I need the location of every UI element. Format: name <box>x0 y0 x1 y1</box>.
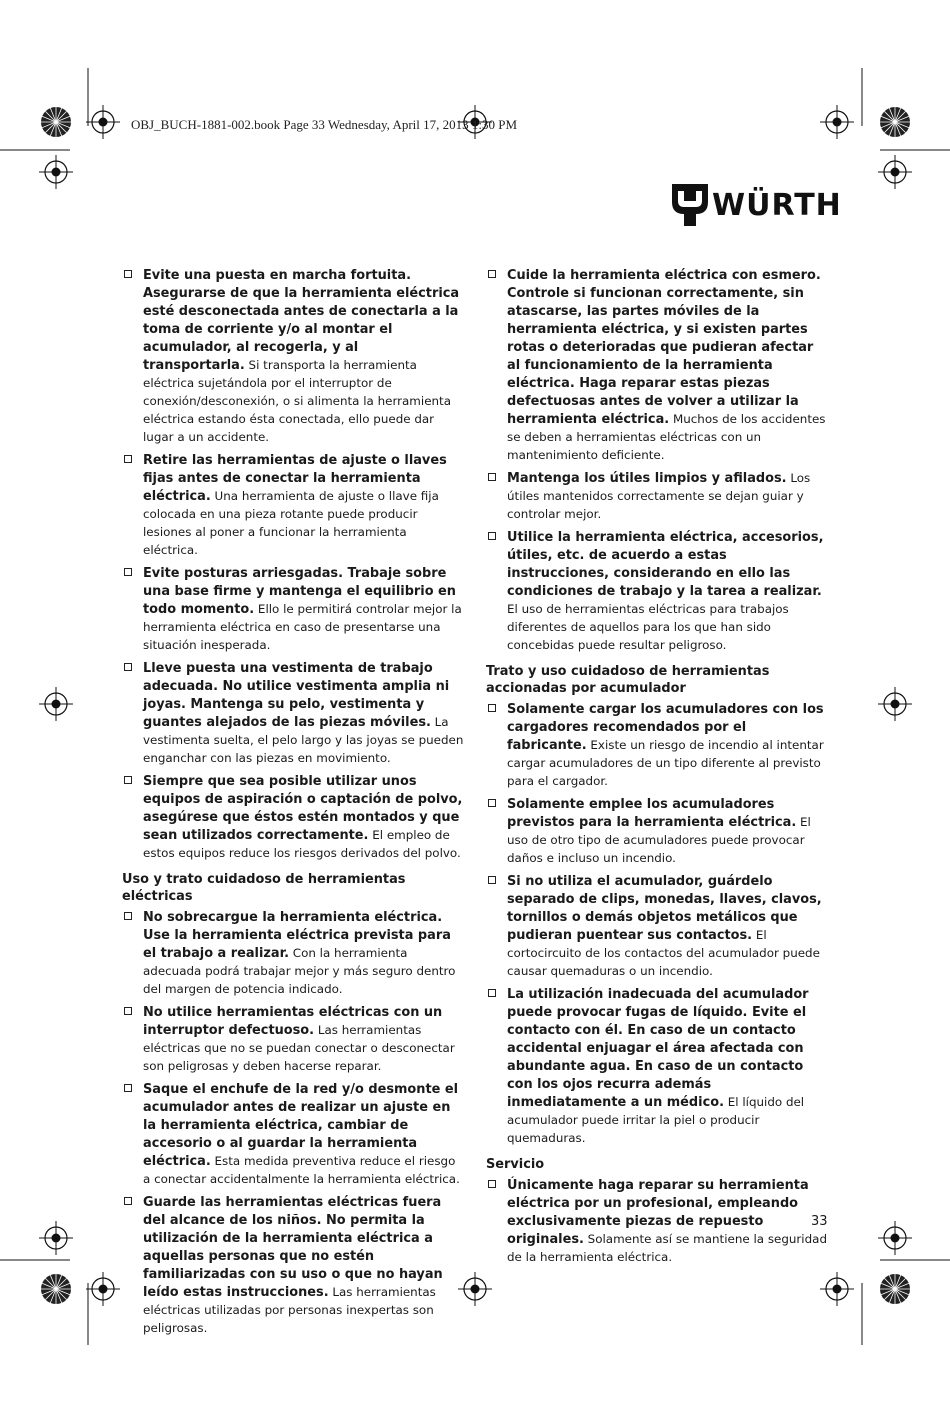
wurth-logo-icon <box>672 184 708 226</box>
list-item: Únicamente haga reparar su herramienta eléctrica por un profesional, empleando exclusivamente piezas de repuesto originales. Solamente así se mantiene la seguridad de la herramienta eléctrica. <box>486 1176 828 1266</box>
list-item: Guarde las herramientas eléctricas fuera del alcance de los niños. No permita la utilización de la herramienta eléctrica a aquellas personas que no estén familiarizadas con su uso o que no hayan leído estas instrucciones. Las herramientas eléctricas utilizadas por personas inexpertas son peligrosas. <box>122 1193 464 1337</box>
list-item: Evite una puesta en marcha fortuita. Asegurarse de que la herramienta eléctrica esté desconectada antes de conectarla a la toma de corriente y/o al montar el acumulador, al recogerla, y al transportarla. Si transporta la herramienta eléctrica sujetándola por el interruptor de conexión/desconexión, o si alimenta la herramienta eléctrica estando ésta conectada, ello puede dar lugar a un accidente. <box>122 266 464 446</box>
list-item: Saque el enchufe de la red y/o desmonte el acumulador antes de realizar un ajuste en la herramienta eléctrica, cambiar de accesorio o al guardar la herramienta eléctrica. Esta medida preventiva reduce el riesgo a conectar accidentalmente la herramienta eléctrica. <box>122 1080 464 1188</box>
brand-logo-text: WÜRTH <box>712 188 842 223</box>
list-item: Lleve puesta una vestimenta de trabajo adecuada. No utilice vestimenta amplia ni joyas. Mantenga su pelo, vestimenta y guantes alejados de las piezas móviles. La vestimenta suelta, el pelo largo y las joyas se pueden enganchar con las piezas en movimiento. <box>122 659 464 767</box>
right-column <box>486 266 828 1271</box>
checkbox-bullet-icon <box>124 912 132 920</box>
checkbox-bullet-icon <box>488 473 496 481</box>
checkbox-bullet-icon <box>488 1180 496 1188</box>
checkbox-bullet-icon <box>124 663 132 671</box>
checkbox-bullet-icon <box>124 568 132 576</box>
section-heading: Servicio <box>486 1157 545 1172</box>
checkbox-bullet-icon <box>488 799 496 807</box>
checkbox-bullet-icon <box>124 455 132 463</box>
checkbox-bullet-icon <box>488 704 496 712</box>
list-item: Si no utiliza el acumulador, guárdelo separado de clips, monedas, llaves, clavos, tornillos o demás objetos metálicos que pudieran puentear sus contactos. El cortocircuito de los contactos del acumulador puede causar quemaduras o un incendio. <box>486 872 828 980</box>
checkbox-bullet-icon <box>124 776 132 784</box>
page-number: 33 <box>811 1214 828 1229</box>
list-item: Mantenga los útiles limpios y afilados. Los útiles mantenidos correctamente se dejan guiar y controlar mejor. <box>486 469 828 523</box>
list-item: Utilice la herramienta eléctrica, accesorios, útiles, etc. de acuerdo a estas instrucciones, considerando en ello las condiciones de trabajo y la tarea a realizar. El uso de herramientas eléctricas para trabajos diferentes de aquellos para los que han sido concebidas puede resultar peligroso. <box>486 528 828 654</box>
left-column <box>122 266 464 1342</box>
checkbox-bullet-icon <box>124 1084 132 1092</box>
section-heading: Trato y uso cuidadoso de herramientas accionadas por acumulador <box>486 664 770 696</box>
checkbox-bullet-icon <box>488 876 496 884</box>
checkbox-bullet-icon <box>488 989 496 997</box>
list-item: No utilice herramientas eléctricas con un interruptor defectuoso. Las herramientas eléctricas que no se puedan conectar o desconectar son peligrosas y deben hacerse reparar. <box>122 1003 464 1075</box>
checkbox-bullet-icon <box>488 532 496 540</box>
section-heading: Uso y trato cuidadoso de herramientas eléctricas <box>122 872 406 904</box>
list-item: Siempre que sea posible utilizar unos equipos de aspiración o captación de polvo, asegúrese que éstos estén montados y que sean utilizados correctamente. El empleo de estos equipos reduce los riesgos derivados del polvo. <box>122 772 464 862</box>
checkbox-bullet-icon <box>124 270 132 278</box>
list-item: Retire las herramientas de ajuste o llaves fijas antes de conectar la herramienta eléctrica. Una herramienta de ajuste o llave fija colocada en una pieza rotante puede producir lesiones al poner a funcionar la herramienta eléctrica. <box>122 451 464 559</box>
list-item: Solamente cargar los acumuladores con los cargadores recomendados por el fabricante. Existe un riesgo de incendio al intentar cargar acumuladores de un tipo diferente al previsto para el cargador. <box>486 700 828 790</box>
checkbox-bullet-icon <box>124 1197 132 1205</box>
checkbox-bullet-icon <box>124 1007 132 1015</box>
list-item: La utilización inadecuada del acumulador puede provocar fugas de líquido. Evite el contacto con él. En caso de un contacto accidental enjuagar el área afectada con abundante agua. En caso de un contacto con los ojos recurra además inmediatamente a un médico. El líquido del acumulador puede irritar la piel o producir quemaduras. <box>486 985 828 1147</box>
list-item: No sobrecargue la herramienta eléctrica. Use la herramienta eléctrica prevista para el trabajo a realizar. Con la herramienta adecuada podrá trabajar mejor y más seguro dentro del margen de potencia indicado. <box>122 908 464 998</box>
list-item: Solamente emplee los acumuladores previstos para la herramienta eléctrica. El uso de otro tipo de acumuladores puede provocar daños e incluso un incendio. <box>486 795 828 867</box>
checkbox-bullet-icon <box>488 270 496 278</box>
list-item: Evite posturas arriesgadas. Trabaje sobre una base firme y mantenga el equilibrio en todo momento. Ello le permitirá controlar mejor la herramienta eléctrica en caso de presentarse una situación inesperada. <box>122 564 464 654</box>
list-item: Cuide la herramienta eléctrica con esmero. Controle si funcionan correctamente, sin atascarse, las partes móviles de la herramienta eléctrica, y si existen partes rotas o deterioradas que pudieran afectar al funcionamiento de la herramienta eléctrica. Haga reparar estas piezas defectuosas antes de volver a utilizar la herramienta eléctrica. Muchos de los accidentes se deben a herramientas eléctricas con un mantenimiento deficiente. <box>486 266 828 464</box>
file-info-header: OBJ_BUCH-1881-002.book Page 33 Wednesday, April 17, 2013 1:30 PM <box>131 117 518 132</box>
